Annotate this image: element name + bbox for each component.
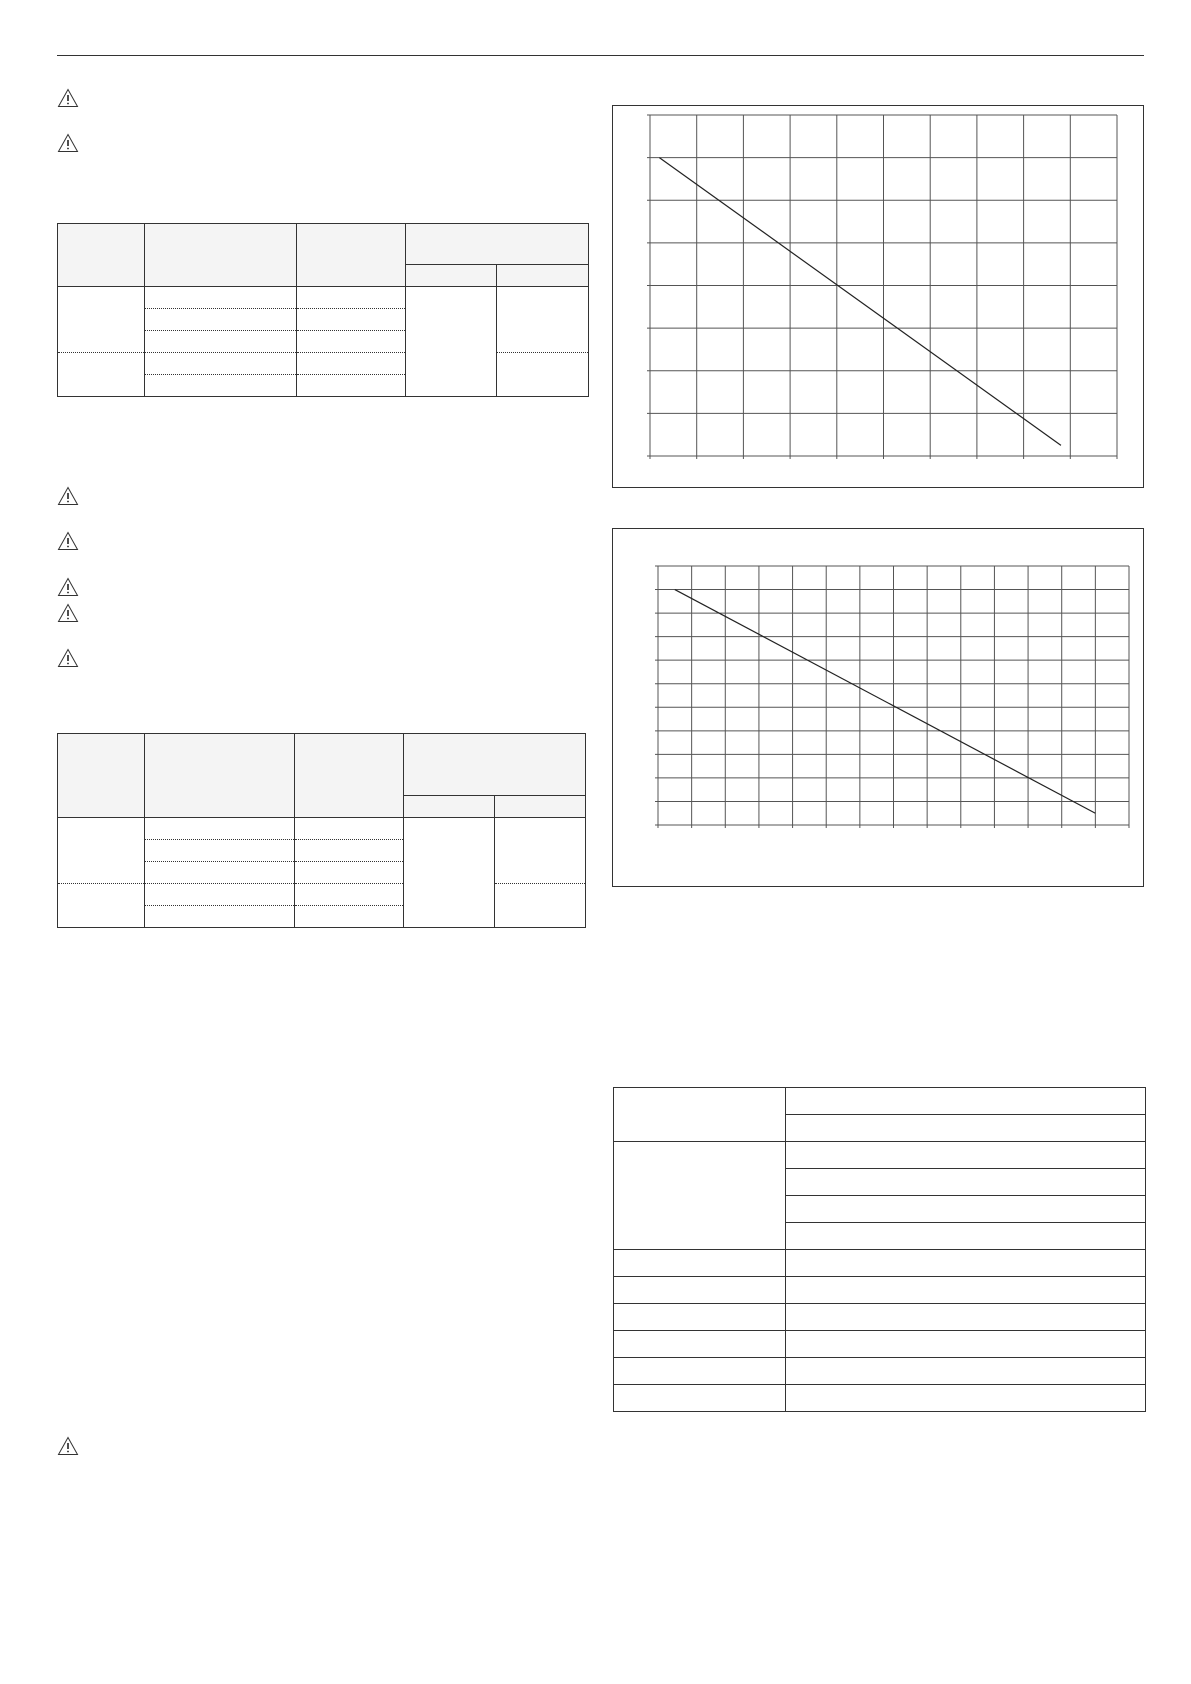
info-table-label — [614, 1385, 786, 1412]
info-table-value — [786, 1385, 1146, 1412]
chart-2-frame — [612, 528, 1144, 887]
warning-icon — [57, 133, 81, 154]
table-cell — [145, 353, 297, 375]
table-cell — [297, 375, 406, 397]
table-cell — [145, 818, 295, 840]
info-table-row — [614, 1304, 1146, 1331]
table-header-cell — [297, 224, 406, 287]
info-table-value — [786, 1115, 1146, 1142]
info-table-value — [786, 1358, 1146, 1385]
table-subheader-cell — [404, 796, 495, 818]
table-merged-cell — [495, 818, 586, 884]
table-cell — [145, 862, 295, 884]
table-merged-cell — [497, 353, 589, 397]
table-subheader-cell — [406, 265, 497, 287]
header-rule — [57, 55, 1144, 56]
warning-icon — [57, 1436, 81, 1457]
table-cell — [295, 818, 404, 840]
info-table-row — [614, 1358, 1146, 1385]
info-table-value — [786, 1223, 1146, 1250]
table-header-cell — [145, 734, 295, 818]
warning-icon — [57, 531, 81, 552]
info-table-label — [614, 1358, 786, 1385]
info-table-row — [614, 1331, 1146, 1358]
table-cell — [295, 840, 404, 862]
info-table-label — [614, 1277, 786, 1304]
table-cell — [297, 309, 406, 331]
table-merged-cell — [497, 287, 589, 353]
info-table-row — [614, 1250, 1146, 1277]
info-table-label — [614, 1304, 786, 1331]
info-table-row — [614, 1088, 1146, 1115]
warning-icon — [57, 486, 81, 507]
table-cell — [145, 906, 295, 928]
info-table-row — [614, 1385, 1146, 1412]
series-line — [675, 590, 1096, 814]
table-merged-cell — [404, 818, 495, 928]
table-group-cell — [58, 818, 145, 884]
table-cell — [145, 287, 297, 309]
table-cell — [297, 287, 406, 309]
info-table-value — [786, 1142, 1146, 1169]
info-table-label — [614, 1250, 786, 1277]
info-table-value — [786, 1169, 1146, 1196]
warning-icon — [57, 603, 81, 624]
table-merged-cell — [406, 287, 497, 397]
info-table-row — [614, 1142, 1146, 1169]
table-cell — [145, 884, 295, 906]
info-table-label — [614, 1331, 786, 1358]
info-table-row — [614, 1277, 1146, 1304]
table-group-cell — [58, 353, 145, 397]
table-subheader-cell — [497, 265, 589, 287]
info-table-label — [614, 1142, 786, 1250]
series-line — [659, 158, 1061, 446]
info-table-value — [786, 1250, 1146, 1277]
chart-2 — [613, 529, 1143, 886]
table-header-cell — [406, 224, 589, 265]
info-table-value — [786, 1088, 1146, 1115]
table-header-cell — [295, 734, 404, 818]
table-header-cell — [404, 734, 586, 796]
spec-table-1 — [57, 223, 589, 397]
table-header-cell — [58, 224, 145, 287]
info-table — [613, 1087, 1146, 1412]
table-cell — [145, 331, 297, 353]
info-table-value — [786, 1277, 1146, 1304]
chart-1 — [613, 106, 1143, 487]
chart-1-frame — [612, 105, 1144, 488]
table-header-cell — [145, 224, 297, 287]
table-header-cell — [58, 734, 145, 818]
info-table-value — [786, 1196, 1146, 1223]
info-table-value — [786, 1304, 1146, 1331]
table-group-cell — [58, 884, 145, 928]
table-cell — [295, 906, 404, 928]
warning-icon — [57, 648, 81, 669]
info-table-label — [614, 1088, 786, 1142]
warning-icon — [57, 88, 81, 109]
spec-table-2 — [57, 733, 586, 928]
table-group-cell — [58, 287, 145, 353]
table-cell — [297, 353, 406, 375]
table-cell — [145, 309, 297, 331]
warning-icon — [57, 577, 81, 598]
table-cell — [295, 862, 404, 884]
table-cell — [145, 840, 295, 862]
table-cell — [145, 375, 297, 397]
table-cell — [297, 331, 406, 353]
info-table-value — [786, 1331, 1146, 1358]
table-subheader-cell — [495, 796, 586, 818]
table-cell — [295, 884, 404, 906]
table-merged-cell — [495, 884, 586, 928]
